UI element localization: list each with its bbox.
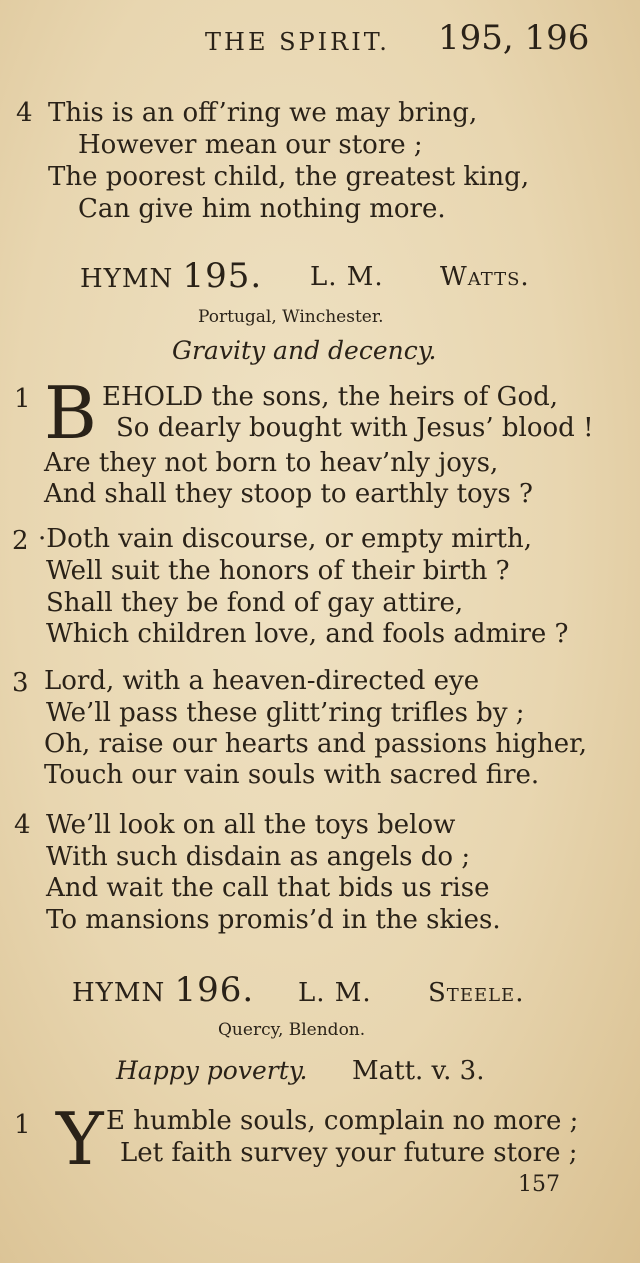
stanza-number: 4 (14, 810, 31, 840)
hymn-heading (80, 256, 262, 296)
verse-line: Shall they be fond of gay attire, (46, 588, 464, 618)
verse-line: Let faith survey your future store ; (120, 1138, 578, 1168)
hymn-subject: Gravity and decency. (172, 336, 437, 365)
stanza-number: 1 (14, 384, 31, 414)
verse-line: We’ll look on all the toys below (46, 810, 456, 840)
hymn-number: 195. (182, 256, 263, 296)
hymn-author: Watts. (440, 262, 530, 292)
hymn-tunes: Portugal, Winchester. (198, 307, 384, 327)
verse-line: And shall they stoop to earthly toys ? (44, 479, 533, 509)
hymn-number: 196. (174, 970, 255, 1010)
verse-line: So dearly bought with Jesus’ blood ! (116, 413, 594, 443)
hymn-tunes: Quercy, Blendon. (218, 1020, 366, 1040)
hymn-label: HYMN (80, 264, 174, 294)
verse-line: However mean our store ; (78, 130, 423, 160)
verse-line: ·Doth vain discourse, or empty mirth, (38, 524, 532, 554)
stanza-number: 2 (12, 526, 29, 556)
stanza-number: 3 (12, 668, 29, 698)
verse-line: Can give him nothing more. (78, 194, 446, 224)
drop-cap: B (44, 371, 97, 455)
verse-line: Which children love, and fools admire ? (46, 619, 569, 649)
scripture-reference: Matt. v. 3. (352, 1056, 485, 1086)
verse-line: And wait the call that bids us rise (46, 873, 490, 903)
drop-cap: Y (56, 1097, 104, 1181)
verse-line: EHOLD the sons, the heirs of God, (102, 382, 559, 412)
verse-line: Are they not born to heav’nly joys, (44, 448, 499, 478)
verse-line: Lord, with a heaven-directed eye (44, 666, 480, 696)
verse-line: Oh, raise our hearts and passions higher, (44, 729, 588, 759)
hymn-subject: Happy poverty. (116, 1056, 308, 1085)
verse-line: With such disdain as angels do ; (46, 842, 471, 872)
hymn-meter: L. M. (298, 978, 372, 1008)
running-header-hymn-numbers: 195, 196 (438, 18, 590, 58)
verse-line: This is an off’ring we may bring, (48, 98, 478, 128)
verse-line: E humble souls, complain no more ; (106, 1106, 579, 1136)
stanza-number: 1 (14, 1110, 31, 1140)
verse-line: Touch our vain souls with sacred fire. (44, 760, 540, 790)
running-header-title: THE SPIRIT. (205, 28, 390, 56)
page-number: 157 (518, 1172, 560, 1197)
verse-line: The poorest child, the greatest king, (48, 162, 530, 192)
hymn-author: Steele. (428, 978, 525, 1008)
verse-line: To mansions promis’d in the skies. (46, 905, 501, 935)
verse-line: We’ll pass these glitt’ring trifles by ; (46, 698, 525, 728)
hymn-label: HYMN (72, 978, 166, 1008)
verse-line: Well suit the honors of their birth ? (46, 556, 510, 586)
stanza-number: 4 (16, 98, 33, 128)
hymn-meter: L. M. (310, 262, 384, 292)
hymn-heading (72, 970, 254, 1010)
